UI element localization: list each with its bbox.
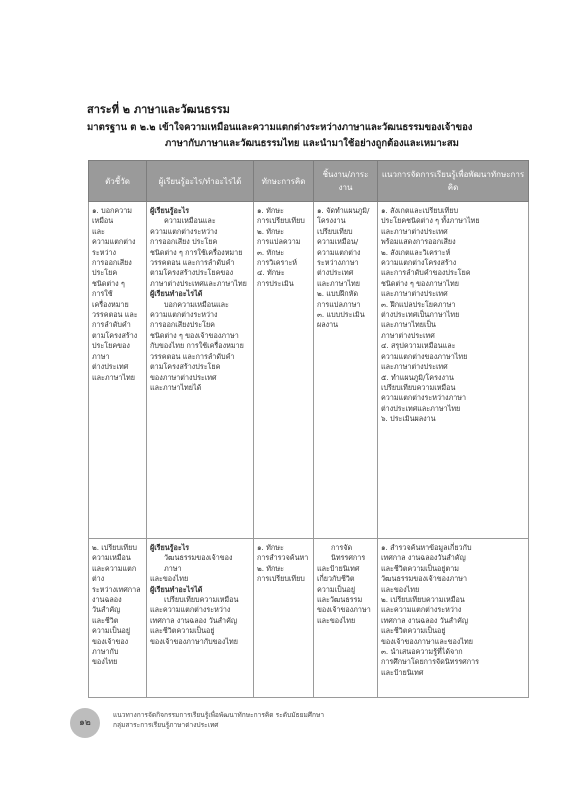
cell-line: ความแตกต่าง bbox=[317, 247, 361, 257]
cell-line: และภาษาไทย bbox=[92, 372, 136, 382]
cell-line: ตามโครงสร้าง bbox=[92, 330, 138, 340]
cell-line: ความเหมือน/ bbox=[317, 237, 359, 247]
cell-line: ของเจ้าของภาษาและของไทย bbox=[381, 636, 473, 646]
cell-line: การออกเสียง bbox=[92, 258, 132, 268]
cell-line: การสำรวจค้นหา bbox=[257, 553, 309, 563]
cell-line: ระหว่าง bbox=[92, 247, 117, 257]
cell-line: เปรียบเทียบความเหมือน bbox=[381, 382, 456, 392]
cell-line: การใช้ bbox=[92, 289, 113, 299]
do-list bbox=[150, 300, 250, 394]
cell-line: งานฉลอง bbox=[92, 595, 122, 605]
cell-line: ชนิดต่าง ๆ bbox=[92, 278, 125, 288]
cell-line: และ bbox=[92, 226, 105, 236]
header-learning: ผู้เรียนรู้อะไร/ทำอะไรได้ bbox=[147, 161, 254, 202]
cell-line: การออกเสียงประโยค bbox=[150, 320, 215, 330]
cell-line: ๒. ทักษะ bbox=[257, 563, 284, 573]
cell-line: การแปลความ bbox=[257, 237, 301, 247]
cell-line: และป้ายนิเทศ bbox=[381, 667, 424, 677]
footer-line-1: แนวทางการจัดกิจกรรมการเรียนรู้เพื่อพัฒนาทักษะการคิด ระดับมัธยมศึกษา bbox=[113, 711, 325, 719]
cell-line: การจัดนิทรรศการ bbox=[331, 543, 366, 563]
cell-line: ๒. เปรียบเทียบ bbox=[92, 543, 137, 552]
activities-cell bbox=[378, 202, 529, 539]
cell-line: การออกเสียง ประโยค bbox=[150, 237, 218, 247]
cell-line: ประโยคของ bbox=[92, 341, 130, 351]
cell-line: ต่างประเทศและภาษาไทย bbox=[381, 403, 461, 413]
cell-line: ต่างประเทศเป็นภาษาไทย bbox=[381, 310, 460, 320]
cell-line: ชนิดต่าง ๆ ของเจ้าของภาษา bbox=[150, 330, 239, 340]
cell-line: ๒. สังเกตและวิเคราะห์ bbox=[381, 247, 451, 257]
standard-heading bbox=[87, 120, 517, 152]
standard-line-1: มาตรฐาน ต ๒.๒ เข้าใจความเหมือนและความแตกต่างระหว่างภาษาและวัฒนธรรมของเจ้าของ bbox=[87, 122, 473, 133]
cell-line: บอกความเหมือนและ bbox=[164, 299, 229, 309]
header-indicator: ตัวชี้วัด bbox=[89, 161, 147, 202]
cell-line: ชนิดต่าง ๆ การใช้เครื่องหมาย bbox=[150, 247, 243, 257]
skills-cell bbox=[254, 539, 314, 698]
table-row bbox=[89, 202, 529, 539]
cell-line: เกี่ยวกับชีวิต bbox=[317, 574, 355, 584]
cell-line: พร้อมแสดงการออกเสียง bbox=[381, 237, 456, 247]
cell-line: ภาษาต่างประเทศ bbox=[381, 330, 435, 340]
cell-line: เครื่องหมาย bbox=[92, 299, 129, 309]
cell-line: โครงงาน bbox=[317, 216, 346, 226]
cell-line: และชีวิตความเป็นอยู่ bbox=[150, 626, 215, 636]
strand-title: สาระที่ ๒ ภาษาและวัฒนธรรม bbox=[87, 103, 230, 116]
cell-line: ภาษากับ bbox=[92, 647, 119, 657]
cell-line: การศึกษาโดยการจัดนิทรรศการ bbox=[381, 657, 479, 667]
cell-line: ๑. บอกความเหมือน bbox=[92, 206, 132, 226]
skills-cell bbox=[254, 202, 314, 539]
cell-line: และภาษาต่างประเทศ bbox=[381, 362, 448, 372]
cell-line: ระหว่างเทศกาล bbox=[92, 584, 141, 594]
cell-line: ๓. แบบประเมิน bbox=[317, 310, 365, 320]
cell-line: ความเป็นอยู่ bbox=[317, 584, 356, 594]
cell-line: และภาษาไทย bbox=[317, 278, 361, 288]
table-row bbox=[89, 539, 529, 698]
cell-line: และชีวิตความเป็นอยู่ bbox=[381, 626, 446, 636]
learn-heading: ผู้เรียนรู้อะไร bbox=[150, 543, 190, 552]
cell-line: ประโยค bbox=[92, 268, 118, 278]
learn-list bbox=[150, 553, 250, 584]
cell-line: ระหว่างภาษา bbox=[317, 258, 359, 268]
cell-line: และวัฒนธรรม bbox=[317, 595, 363, 605]
cell-line: วรรคตอน และการลำดับคำ bbox=[150, 351, 235, 361]
table-header-row bbox=[89, 161, 529, 202]
footer-line-2: กลุ่มสาระการเรียนรู้ภาษาต่างประเทศ bbox=[113, 721, 219, 729]
cell-line: ความแตกต่างระหว่าง bbox=[150, 310, 218, 320]
cell-line: และความแตกต่าง bbox=[92, 563, 137, 584]
cell-line: ต่างประเทศ bbox=[92, 362, 129, 372]
cell-line: ๖. ประเมินผลงาน bbox=[381, 414, 436, 424]
do-heading: ผู้เรียนทำอะไรได้ bbox=[150, 584, 203, 594]
cell-line: ๒. เปรียบเทียบความเหมือน bbox=[381, 595, 465, 605]
cell-line: ของไทย bbox=[92, 657, 118, 667]
cell-line: และภาษาต่างประเทศ bbox=[381, 289, 448, 299]
cell-line: ความแตกต่าง bbox=[92, 237, 136, 247]
cell-line: ของภาษาต่างประเทศ bbox=[150, 372, 217, 382]
curriculum-table bbox=[88, 160, 529, 698]
cell-line: กับของไทย การใช้เครื่องหมาย bbox=[150, 341, 244, 351]
cell-line: การแปลภาษา bbox=[317, 299, 361, 309]
learning-cell bbox=[147, 202, 254, 539]
cell-line: ความแตกต่างระหว่างภาษา bbox=[381, 393, 467, 403]
cell-line: ประโยคชนิดต่าง ๆ ทั้งภาษาไทย bbox=[381, 216, 480, 226]
cell-line: วันสำคัญ bbox=[92, 605, 121, 615]
cell-line: ของเจ้าของภาษากับของไทย bbox=[150, 636, 238, 646]
cell-line: และชีวิต bbox=[92, 615, 119, 625]
cell-line: ความเหมือน bbox=[92, 553, 131, 563]
cell-line: และภาษาต่างประเทศ bbox=[381, 226, 448, 236]
cell-line: ความเหมือนและ bbox=[164, 216, 216, 226]
cell-line: และการลำดับคำของประโยค bbox=[381, 268, 471, 278]
cell-line: และภาษาไทยได้ bbox=[150, 382, 202, 392]
cell-line: ตามโครงสร้างประโยคของ bbox=[150, 268, 234, 278]
cell-line: การเปรียบเทียบ bbox=[257, 574, 305, 584]
cell-line: ๓. ฝึกแปลประโยคภาษา bbox=[381, 299, 456, 309]
activities-cell bbox=[378, 539, 529, 698]
cell-line: ภาษา bbox=[92, 351, 110, 361]
cell-line: การวิเคราะห์ bbox=[257, 258, 298, 268]
cell-line: ๓. นำเสนอความรู้ที่ได้จาก bbox=[381, 647, 463, 657]
cell-line: และความแตกต่างระหว่าง bbox=[381, 605, 462, 615]
cell-line: ภาษาต่างประเทศและภาษาไทย bbox=[150, 278, 247, 288]
cell-line: วัฒนธรรมของเจ้าของภาษา bbox=[164, 553, 233, 573]
cell-line: ของเจ้าของภาษา bbox=[317, 605, 371, 615]
cell-line: เทศกาล งานฉลองวันสำคัญ bbox=[381, 553, 466, 563]
cell-line: ชนิดต่าง ๆ ของภาษาไทย bbox=[381, 278, 459, 288]
cell-line: และป้ายนิเทศ bbox=[317, 563, 360, 573]
cell-line: ความเป็นอยู่ bbox=[92, 626, 131, 636]
cell-line: ๑. ทักษะ bbox=[257, 543, 284, 552]
cell-line: ของเจ้าของ bbox=[92, 636, 129, 646]
cell-line: ๒. ทักษะ bbox=[257, 226, 284, 236]
cell-line: ๑. จัดทำแผนภูมิ/ bbox=[317, 206, 370, 215]
cell-line: ตามโครงสร้างประโยค bbox=[150, 362, 221, 372]
learning-cell bbox=[147, 539, 254, 698]
cell-line: ต่างประเทศ bbox=[317, 268, 354, 278]
cell-line: การประเมิน bbox=[257, 278, 294, 288]
cell-line: และของไทย bbox=[381, 584, 420, 594]
cell-line: ๑. สำรวจค้นหาข้อมูลเกี่ยวกับ bbox=[381, 543, 472, 552]
cell-line: เทศกาล งานฉลอง วันสำคัญ bbox=[381, 615, 469, 625]
cell-line: ความแตกต่างระหว่าง bbox=[150, 226, 218, 236]
cell-line: ๑. สังเกตและเปรียบเทียบ bbox=[381, 206, 459, 215]
header-tasks: ชิ้นงาน/ภาระงาน bbox=[314, 161, 378, 202]
do-list bbox=[150, 595, 250, 647]
cell-line: การเปรียบเทียบ bbox=[257, 216, 305, 226]
cell-line: วัฒนธรรมของเจ้าของภาษา bbox=[381, 574, 468, 584]
cell-line: ๕. ทำแผนภูมิ/โครงงาน bbox=[381, 372, 454, 382]
do-heading: ผู้เรียนทำอะไรได้ bbox=[150, 289, 203, 299]
cell-line: ผลงาน bbox=[317, 320, 339, 330]
cell-line: และชีวิตความเป็นอยู่ตาม bbox=[381, 563, 459, 573]
indicator-cell bbox=[89, 539, 147, 698]
learn-list bbox=[150, 216, 250, 289]
indicator-cell bbox=[89, 202, 147, 539]
footer-text bbox=[113, 710, 453, 730]
cell-line: ๒. แบบฝึกหัด bbox=[317, 289, 359, 299]
cell-line: เปรียบเทียบ bbox=[317, 226, 353, 236]
learn-heading: ผู้เรียนรู้อะไร bbox=[150, 206, 190, 215]
cell-line: ความแตกต่างของภาษาไทย bbox=[381, 351, 468, 361]
cell-line: การลำดับคำ bbox=[92, 320, 131, 330]
cell-line: วรรคตอน และการลำดับคำ bbox=[150, 258, 235, 268]
cell-line: และภาษาไทยเป็น bbox=[381, 320, 436, 330]
cell-line: เปรียบเทียบความเหมือน bbox=[164, 595, 239, 605]
cell-line: และของไทย bbox=[150, 574, 189, 584]
standard-line-2: ภาษากับภาษาและวัฒนธรรมไทย และนำมาใช้อย่างถูกต้องและเหมาะสม bbox=[165, 138, 459, 149]
cell-line: และความแตกต่างระหว่าง bbox=[150, 605, 231, 615]
cell-line: และของไทย bbox=[317, 615, 356, 625]
tasks-cell bbox=[314, 539, 378, 698]
cell-line: ๔. สรุปความเหมือนและ bbox=[381, 341, 456, 351]
cell-line: ๔. ทักษะ bbox=[257, 268, 285, 278]
page-number: ๑๒ bbox=[70, 708, 100, 738]
cell-line: ๑. ทักษะ bbox=[257, 206, 284, 215]
header-thinking-skills: ทักษะการคิด bbox=[254, 161, 314, 202]
tasks-cell bbox=[314, 202, 378, 539]
cell-line: วรรคตอน และ bbox=[92, 310, 138, 320]
cell-line: ความแตกต่างโครงสร้าง bbox=[381, 258, 457, 268]
cell-line: ๓. ทักษะ bbox=[257, 247, 285, 257]
header-activities: แนวการจัดการเรียนรู้เพื่อพัฒนาทักษะการคิด bbox=[378, 161, 529, 202]
cell-line: เทศกาล งานฉลอง วันสำคัญ bbox=[150, 615, 238, 625]
